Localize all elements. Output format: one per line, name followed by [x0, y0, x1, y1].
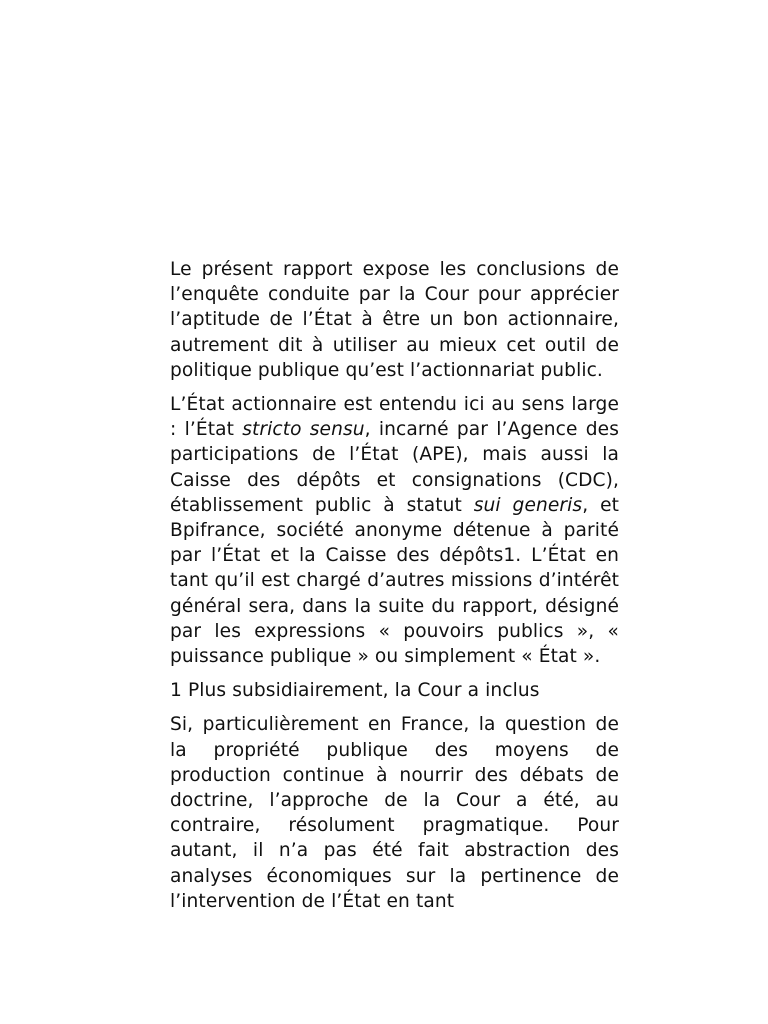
text-run: , et Bpifrance, société anonyme détenue à parité par l’État et la Caisse des dépôts1. L’État en tant qu’il est chargé d’autres missions d’intérêt général sera, dans la suite du rapport, désigné par les expressions « pouvoirs publics », « puissance publique » ou simplement « État ».: [170, 494, 620, 668]
document-body: [170, 257, 619, 923]
text-run: , incarné par l’Agence des participations de l’État (APE), mais aussi la Caisse des dépôts et consignations (CDC), établissement public à statut: [170, 419, 619, 516]
footnote-text: 1 Plus subsidiairement, la Cour a inclus: [170, 680, 540, 702]
text-run: Si, particulièrement en France, la question de la propriété publique des moyens de production continue à nourrir des débats de doctrine, l’approche de la Cour a été, au contraire, résolument pragmatique. Pour autant, il n’a pas été fait abstraction des analyses économiques sur la pertinence de l’intervention de l’État en tant: [170, 714, 619, 912]
paragraph-approche: [170, 712, 619, 914]
text-run: Le présent rapport expose les conclusions de l’enquête conduite par la Cour pour apprécier l’aptitude de l’État à être un bon actionnaire, autrement dit à utiliser au mieux cet outil de politique publique qu’est l’actionnariat public.: [170, 259, 619, 381]
paragraph-etat-actionnaire: [170, 392, 619, 669]
italic-run: stricto sensu: [242, 419, 365, 441]
footnote-1: [170, 678, 619, 703]
paragraph-intro: [170, 257, 619, 383]
text-run: L’État actionnaire est entendu ici au sens large : l’État: [170, 394, 619, 441]
italic-run: sui generis: [473, 494, 583, 516]
